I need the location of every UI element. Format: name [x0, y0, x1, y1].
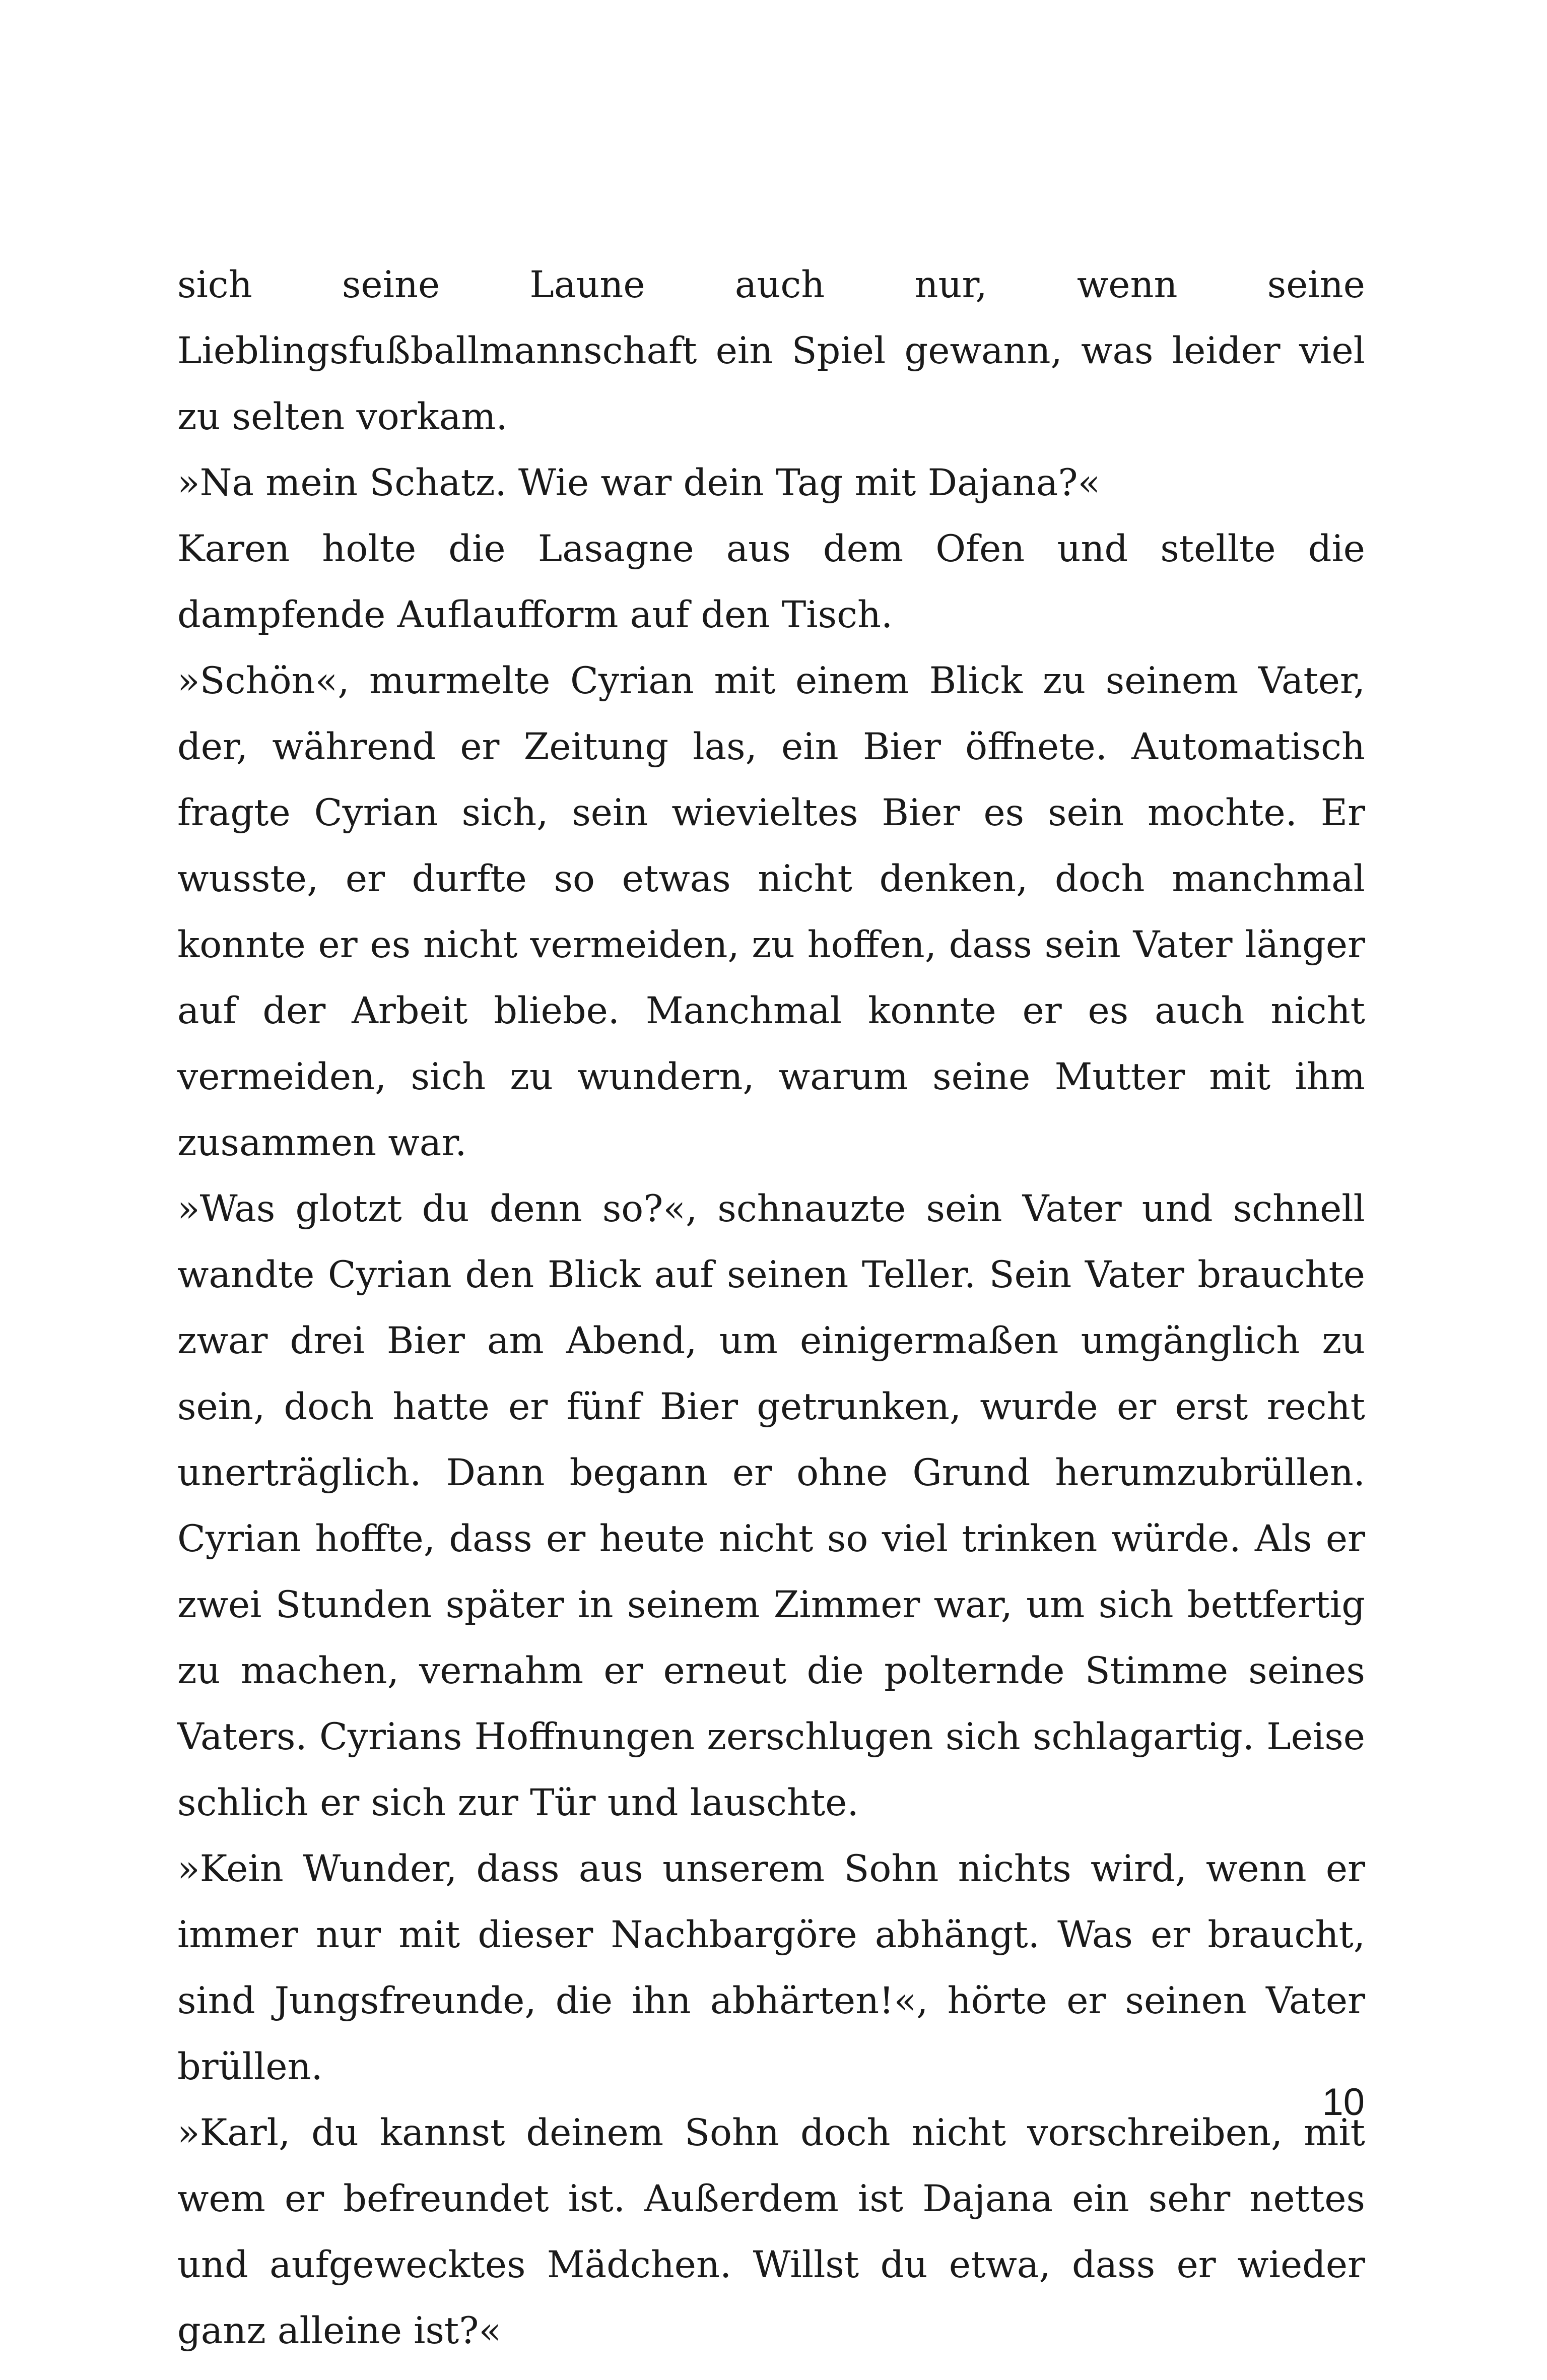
paragraph: sich seine Laune auch nur, wenn seine Lieblingsfußballmannschaft ein Spiel gewann, was leider viel zu selten vorkam.	[177, 263, 1365, 438]
paragraph: »Na mein Schatz. Wie war dein Tag mit Dajana?«	[177, 461, 1101, 504]
paragraph: »Was glotzt du denn so?«, schnauzte sein Vater und schnell wandte Cyrian den Blick auf seinen Teller. Sein Vater brauchte zwar drei Bier am Abend, um einigermaßen umgänglich zu sein, doch hatte er fünf Bier getrunken, wurde er erst recht unerträglich. Dann begann er ohne Grund herumzubrüllen. Cyrian hoffte, dass er heute nicht so viel trinken würde. Als er zwei Stunden später in seinem Zimmer war, um sich bettfertig zu machen, vernahm er erneut die polternde Stimme seines Vaters. Cyrians Hoffnungen zerschlugen sich schlagartig. Leise schlich er sich zur Tür und lauschte.	[177, 1187, 1365, 1824]
paragraph: »Karl, du kannst deinem Sohn doch nicht vorschreiben, mit wem er befreundet ist. Außerdem ist Dajana ein sehr nettes und aufgewecktes Mädchen. Willst du etwa, dass er wieder ganz alleine ist?«	[177, 2111, 1365, 2352]
page-number: 10	[1322, 2081, 1365, 2124]
paragraph: »Kein Wunder, dass aus unserem Sohn nichts wird, wenn er immer nur mit dieser Nachbargöre abhängt. Was er braucht, sind Jungsfreunde, die ihn abhärten!«, hörte er seinen Vater brüllen.	[177, 1847, 1365, 2088]
body-text	[177, 252, 1365, 2364]
paragraph: Karen holte die Lasagne aus dem Ofen und stellte die dampfende Auflaufform auf den Tisch.	[177, 527, 1365, 636]
paragraph: »Schön«, murmelte Cyrian mit einem Blick zu seinem Vater, der, während er Zeitung las, ein Bier öffnete. Automatisch fragte Cyrian sich, sein wievieltes Bier es sein mochte. Er wusste, er durfte so etwas nicht denken, doch manchmal konnte er es nicht vermeiden, zu hoffen, dass sein Vater länger auf der Arbeit bliebe. Manchmal konnte er es auch nicht vermeiden, sich zu wundern, warum seine Mutter mit ihm zusammen war.	[177, 659, 1365, 1164]
